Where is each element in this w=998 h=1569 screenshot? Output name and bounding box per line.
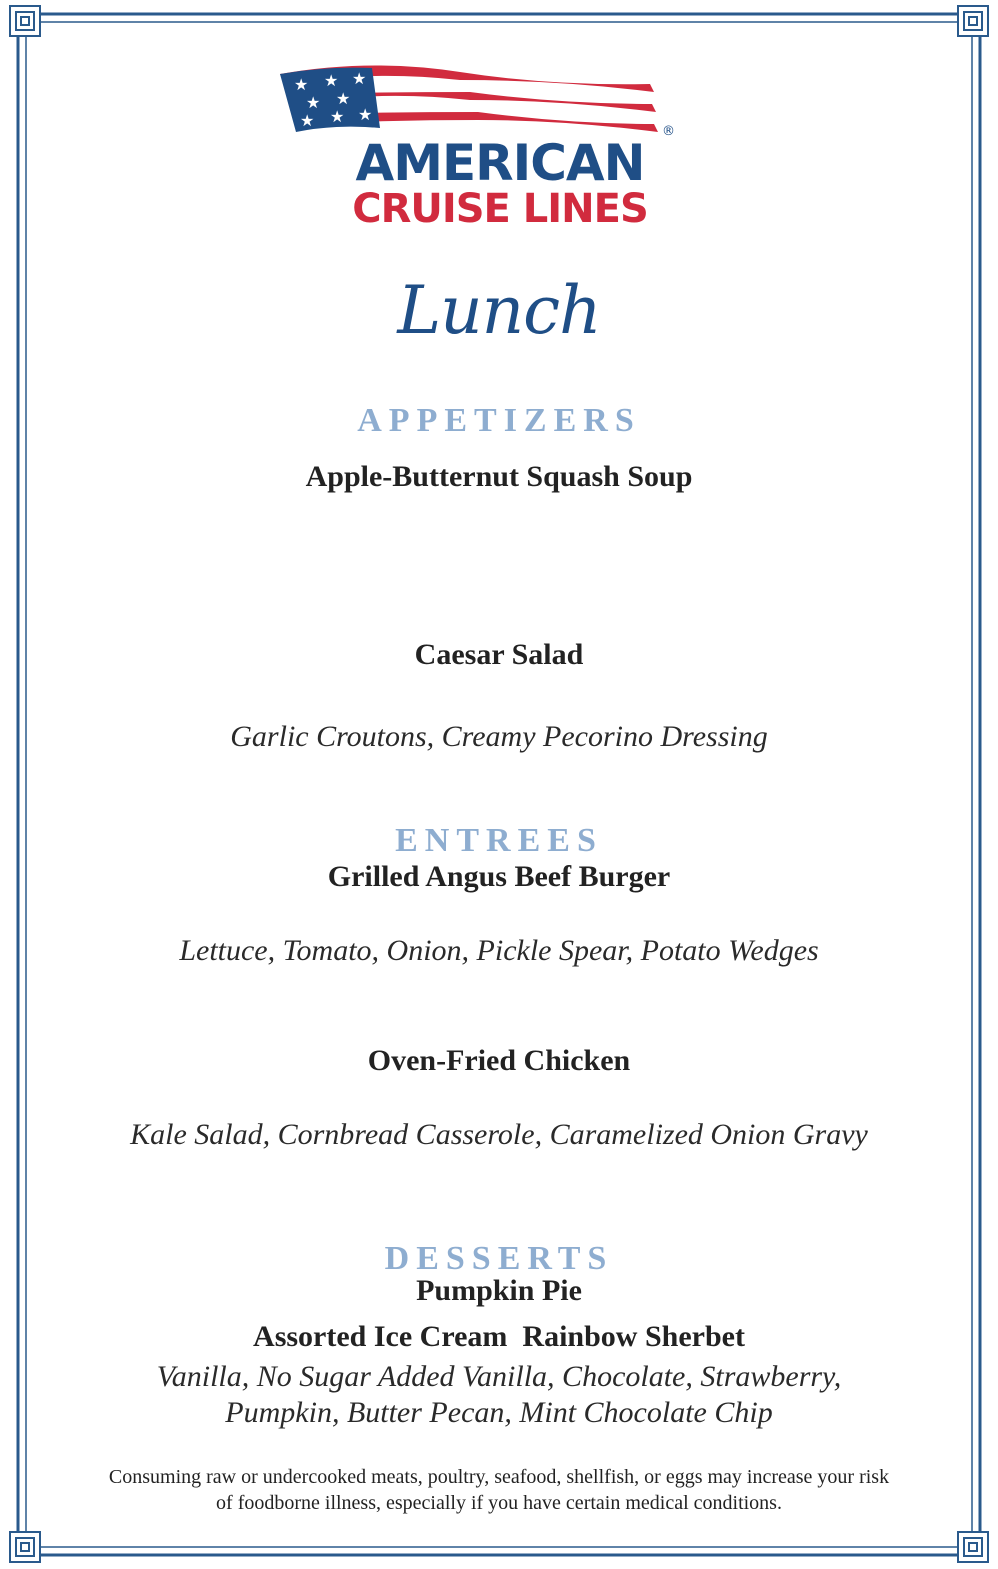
dish-ice-cream: Assorted Ice Cream Rainbow Sherbet xyxy=(253,1320,745,1353)
ice-cream-flavors-line-1: Vanilla, No Sugar Added Vanilla, Chocolate, Strawberry, xyxy=(156,1360,842,1393)
svg-text:★: ★ xyxy=(358,105,373,124)
dish-caesar-salad-description: Garlic Croutons, Creamy Pecorino Dressing xyxy=(230,720,768,753)
section-heading-desserts: DESSERTS xyxy=(384,1240,614,1277)
svg-text:★: ★ xyxy=(352,69,367,88)
flag-icon xyxy=(280,62,720,142)
dish-burger-description: Lettuce, Tomato, Onion, Pickle Spear, Potato Wedges xyxy=(179,934,819,967)
svg-text:★: ★ xyxy=(336,89,351,108)
dish-soup: Apple-Butternut Squash Soup xyxy=(305,460,693,493)
svg-text:★: ★ xyxy=(306,93,321,112)
ice-cream-flavors-line-2: Pumpkin, Butter Pecan, Mint Chocolate Chip xyxy=(225,1396,773,1429)
food-safety-notice-line-2: of foodborne illness, especially if you have certain medical conditions. xyxy=(216,1492,782,1514)
registered-mark: ® xyxy=(662,124,675,139)
svg-text:★: ★ xyxy=(294,75,309,94)
greek-key-corner-top-right xyxy=(958,6,988,36)
brand-logo xyxy=(280,62,720,232)
svg-text:★: ★ xyxy=(330,107,345,126)
greek-key-corner-bottom-right xyxy=(958,1532,988,1562)
dish-burger: Grilled Angus Beef Burger xyxy=(327,860,671,893)
section-heading-entrees: ENTREES xyxy=(395,822,603,859)
dish-pumpkin-pie: Pumpkin Pie xyxy=(416,1274,582,1307)
greek-key-corner-bottom-left xyxy=(10,1532,40,1562)
svg-text:★: ★ xyxy=(300,111,315,130)
logo-text-american: AMERICAN xyxy=(355,134,645,192)
food-safety-notice-line-1: Consuming raw or undercooked meats, poultry, seafood, shellfish, or eggs may increase your risk xyxy=(108,1466,890,1488)
svg-text:★: ★ xyxy=(324,71,339,90)
greek-key-corner-top-left xyxy=(10,6,40,36)
dish-chicken-description: Kale Salad, Cornbread Casserole, Caramelized Onion Gravy xyxy=(130,1118,868,1151)
section-heading-appetizers: APPETIZERS xyxy=(357,402,641,439)
menu-title: Lunch xyxy=(397,272,601,349)
dish-caesar-salad: Caesar Salad xyxy=(414,638,584,671)
dish-chicken: Oven-Fried Chicken xyxy=(367,1044,631,1077)
logo-text-cruise-lines: CRUISE LINES xyxy=(352,186,648,232)
